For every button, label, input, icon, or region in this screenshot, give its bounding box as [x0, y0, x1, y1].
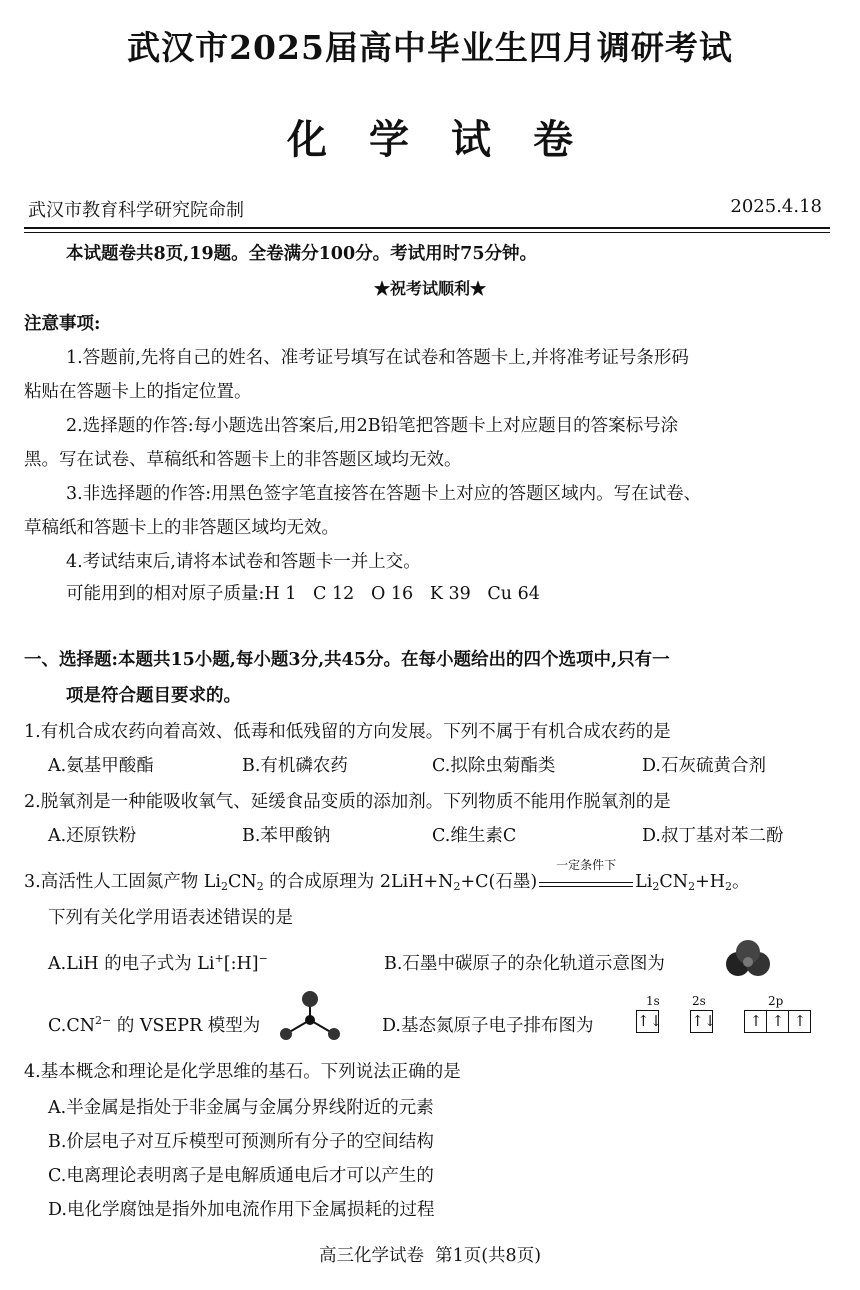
question-3-option-c: $C.CN^{2-}$ 的 VSEPR 模型为 — [48, 1014, 261, 1036]
question-4-stem: 4.基本概念和理论是化学思维的基石。下列说法正确的是 — [24, 1062, 461, 1082]
vsepr-model-diagram — [276, 988, 344, 1044]
notice-item-1-line-2: 粘贴在答题卡上的指定位置。 — [24, 382, 252, 402]
question-2-stem: 2.脱氧剂是一种能吸收氧气、延缓食品变质的添加剂。下列物质不能用作脱氧剂的是 — [24, 792, 671, 812]
question-2-option-d: D.叔丁基对苯二酚 — [642, 826, 784, 846]
notice-heading: 注意事项: — [24, 314, 101, 334]
label-2s: 2s — [692, 994, 706, 1008]
question-4-option-a: A.半金属是指处于非金属与金属分界线附近的元素 — [48, 1098, 434, 1118]
question-3-stem: 3.高活性人工固氮产物 $Li_2CN_2$ 的合成原理为 $2LiH+N_2+C$(石墨) 一定条件下 $Li_2CN_2+H_2$。 — [24, 858, 750, 893]
orbital-1s-box: ↑↓ — [636, 1010, 659, 1033]
question-2-option-c: C.维生素C — [432, 826, 517, 846]
exam-date: 2025.4.18 — [730, 196, 822, 217]
page-footer: 高三化学试卷 第1页(共8页) — [318, 1246, 542, 1266]
header-rule-thick — [24, 227, 830, 229]
label-2p: 2p — [768, 994, 784, 1008]
notice-item-3-line-1: 3.非选择题的作答:用黑色签字笔直接答在答题卡上对应的答题区域内。写在试卷、 — [66, 484, 702, 504]
issuer: 武汉市教育科学研究院命制 — [28, 200, 244, 221]
orbital-2p-box-2: ↑ — [766, 1010, 789, 1033]
question-4-option-c: C.电离理论表明离子是电解质通电后才可以产生的 — [48, 1166, 434, 1186]
question-1-option-a: A.氨基甲酸酯 — [48, 756, 154, 776]
notice-item-3-line-2: 草稿纸和答题卡上的非答题区域均无效。 — [24, 518, 339, 538]
question-1-stem: 1.有机合成农药向着高效、低毒和低残留的方向发展。下列不属于有机合成农药的是 — [24, 722, 671, 742]
notice-item-2-line-1: 2.选择题的作答:每小题选出答案后,用2B铅笔把答题卡上对应题目的答案标号涂 — [66, 416, 679, 436]
question-2-option-b: B.苯甲酸钠 — [242, 826, 331, 846]
reaction-equation: $2LiH+N_2+C$(石墨) 一定条件下 $Li_2CN_2+H_2$。 — [379, 858, 750, 893]
orbital-2p-box-3: ↑ — [788, 1010, 811, 1033]
reaction-equals-sign: 一定条件下 — [539, 873, 633, 887]
orbital-2s-box: ↑↓ — [690, 1010, 713, 1033]
question-3-option-d: D.基态氮原子电子排布图为 — [382, 1016, 594, 1036]
question-1-option-c: C.拟除虫菊酯类 — [432, 756, 556, 776]
blessing: ★祝考试顺利★ — [373, 279, 486, 298]
question-4-option-b: B.价层电子对互斥模型可预测所有分子的空间结构 — [48, 1132, 434, 1152]
question-3-option-b: B.石墨中碳原子的杂化轨道示意图为 — [384, 954, 665, 974]
question-1-option-d: D.石灰硫黄合剂 — [642, 756, 766, 776]
section-1-heading-line-1: 一、选择题:本题共15小题,每小题3分,共45分。在每小题给出的四个选项中,只有一 — [24, 650, 670, 670]
exam-intro: 本试题卷共8页,19题。全卷满分100分。考试用时75分钟。 — [66, 244, 538, 264]
question-4-option-d: D.电化学腐蚀是指外加电流作用下金属损耗的过程 — [48, 1200, 435, 1220]
sp2-hybrid-orbital-diagram — [722, 938, 776, 984]
li2cn2-formula: $Li_2CN_2$ — [203, 872, 264, 893]
atomic-masses: 可能用到的相对原子质量:H 1 C 12 O 16 K 39 Cu 64 — [66, 584, 540, 604]
subject-title: 化学试卷 — [287, 116, 615, 163]
question-3-option-a: A.LiH 的电子式为 Li+[:H]− — [48, 952, 268, 974]
question-2-option-a: A.还原铁粉 — [48, 826, 137, 846]
header-rule-thin — [24, 232, 830, 233]
question-3-stem-line-2: 下列有关化学用语表述错误的是 — [48, 908, 293, 928]
exam-title: 武汉市2025届高中毕业生四月调研考试 — [127, 28, 733, 67]
orbital-2p-box-1: ↑ — [744, 1010, 767, 1033]
section-1-heading-line-2: 项是符合题目要求的。 — [66, 686, 241, 706]
notice-item-1-line-1: 1.答题前,先将自己的姓名、准考证号填写在试卷和答题卡上,并将准考证号条形码 — [66, 348, 689, 368]
question-1-option-b: B.有机磷农药 — [242, 756, 348, 776]
notice-item-4: 4.考试结束后,请将本试卷和答题卡一并上交。 — [66, 552, 421, 572]
notice-item-2-line-2: 黑。写在试卷、草稿纸和答题卡上的非答题区域均无效。 — [24, 450, 462, 470]
label-1s: 1s — [646, 994, 660, 1008]
